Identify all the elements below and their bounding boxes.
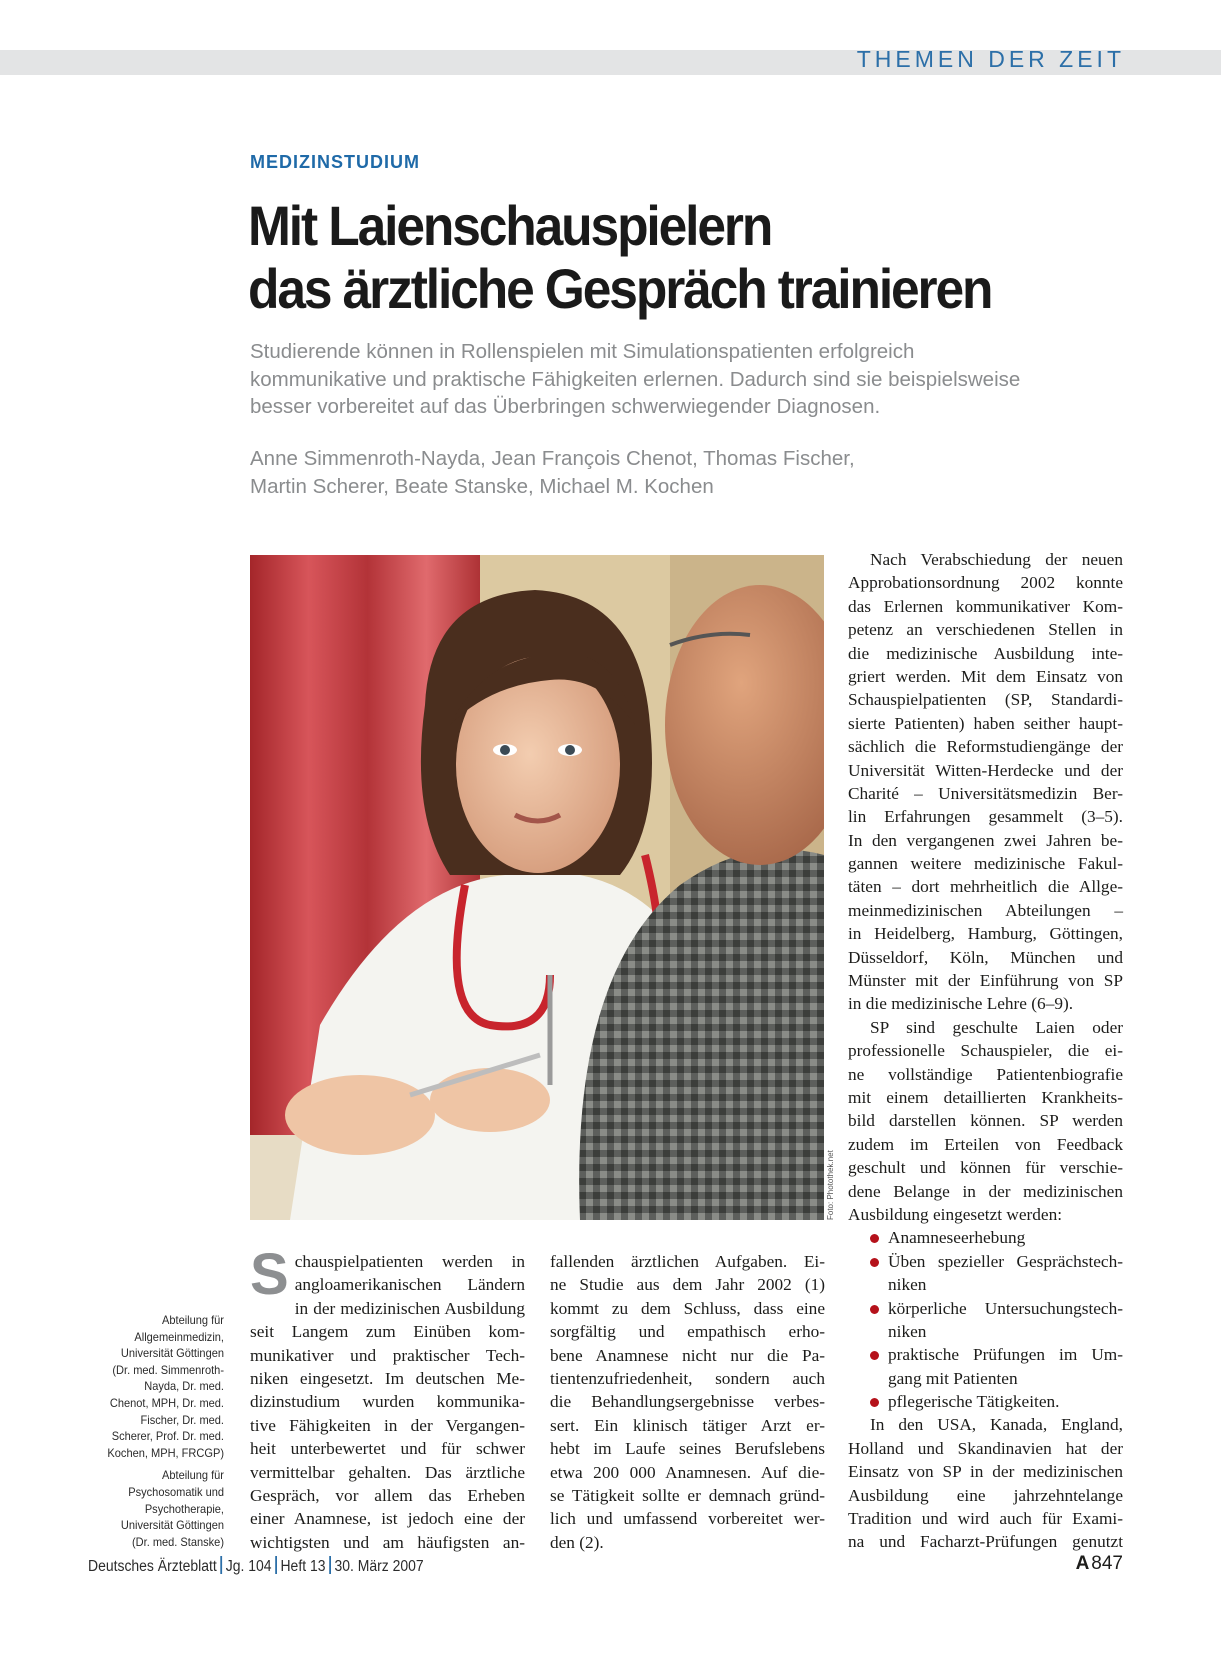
body-line: se Tätigkeit sollte er demnach gründ-	[550, 1485, 825, 1505]
affiliation-block	[99, 1312, 224, 1461]
body-line: einer Anamnese, ist jedoch eine der	[250, 1509, 525, 1529]
authors-line: Martin Scherer, Beate Stanske, Michael M. Kochen	[250, 474, 714, 498]
body-line: gannen weitere medizinische Fakul-	[848, 854, 1123, 874]
body-line: munikativer und praktischer Tech-	[250, 1345, 525, 1365]
body-line: die medizinische Ausbildung inte-	[848, 643, 1123, 663]
affiliation-line: Universität Göttingen	[120, 1518, 224, 1533]
body-line: sorgfältig und empathisch erho-	[550, 1322, 825, 1342]
body-line: die Behandlungsergebnisse verbes-	[550, 1392, 825, 1412]
body-line: niken eingesetzt. Im deutschen Me-	[250, 1368, 525, 1388]
affiliation-line: Scherer, Prof. Dr. med.	[111, 1429, 224, 1444]
body-line: SP sind geschulte Laien oder	[870, 1017, 1123, 1037]
affiliation-line: Abteilung für	[162, 1468, 224, 1483]
bullet-icon	[870, 1398, 879, 1407]
headline-line: Mit Laienschauspielern	[248, 194, 772, 257]
body-column-1	[250, 1242, 525, 1554]
body-line: Schauspielpatienten (SP, Standardi-	[848, 690, 1123, 710]
page-number	[1076, 1553, 1123, 1575]
body-line: etwa 200 000 Anamnesen. Auf die-	[550, 1462, 825, 1482]
bullet-icon	[870, 1234, 879, 1243]
page-prefix: A	[1075, 1553, 1090, 1574]
authors-line: Anne Simmenroth-Nayda, Jean François Chenot, Thomas Fischer,	[250, 447, 855, 470]
list-item-text: niken	[888, 1321, 927, 1341]
body-line: griert werden. Mit dem Einsatz von	[848, 666, 1123, 686]
body-line: ne vollständige Patientenbiografie	[848, 1064, 1123, 1084]
affiliation-line: Allgemeinmedizin,	[134, 1329, 224, 1344]
affiliation-line: Nayda, Dr. med.	[144, 1379, 224, 1394]
body-line: Einsatz von SP in der medizinischen	[848, 1462, 1123, 1482]
author-affiliations	[99, 1312, 224, 1556]
body-line: Approbationsordnung 2002 konnte	[848, 573, 1123, 593]
body-line: Düsseldorf, Köln, München und	[848, 947, 1123, 967]
list-item-text: körperliche Untersuchungstech-	[888, 1298, 1123, 1318]
page-number-value: 847	[1091, 1553, 1123, 1574]
page-footer	[88, 1556, 424, 1576]
list-item-text: gang mit Patienten	[888, 1368, 1018, 1388]
body-line: Nach Verabschiedung der neuen	[870, 550, 1123, 569]
body-line: angloamerikanischen Ländern	[294, 1275, 525, 1295]
affiliation-line: Chenot, MPH, Dr. med.	[109, 1395, 224, 1410]
body-line: den (2).	[550, 1532, 604, 1552]
body-line: in Heidelberg, Hamburg, Göttingen,	[848, 924, 1123, 944]
photo-credit	[826, 1150, 840, 1220]
affiliation-line: (Dr. med. Simmenroth-	[112, 1362, 224, 1377]
body-line: sert. Ein klinisch tätiger Arzt er-	[550, 1415, 825, 1435]
body-line: sächlich die Reformstudiengänge der	[848, 737, 1123, 757]
body-line: hebt im Laufe seines Berufslebens	[550, 1439, 825, 1459]
body-line: bene Anamnese nicht nur die Pa-	[550, 1345, 825, 1365]
body-line: seit Langem zum Einüben kom-	[250, 1322, 525, 1342]
body-line: fallenden ärztlichen Aufgaben. Ei-	[550, 1252, 825, 1271]
affiliation-line: Universität Göttingen	[120, 1346, 224, 1361]
body-line: dene Belange in der medizinischen	[848, 1181, 1123, 1201]
body-line: mit einem detaillierten Krankheits-	[848, 1087, 1123, 1107]
body-line: Ausbildung eine jahrzehntelange	[848, 1485, 1123, 1505]
body-line: in die medizinische Lehre (6–9).	[848, 994, 1074, 1014]
list-item	[848, 1390, 1123, 1413]
list-item-text: niken	[888, 1275, 927, 1295]
footer-separator	[275, 1556, 277, 1574]
lede-line: besser vorbereitet auf das Überbringen schwerwiegender Diagnosen.	[250, 395, 881, 418]
article-lede	[250, 338, 1150, 421]
bullet-icon	[870, 1258, 879, 1267]
journal-name: Deutsches Ärzteblatt	[88, 1558, 217, 1575]
list-item	[848, 1343, 1123, 1390]
body-line: vermittelbar gehalten. Das ärztliche	[250, 1462, 525, 1482]
list-item	[848, 1226, 1123, 1249]
body-line: zudem im Erteilen von Feedback	[848, 1134, 1123, 1154]
list-item	[848, 1250, 1123, 1297]
article-kicker: MEDIZINSTUDIUM	[250, 152, 420, 172]
body-column-2	[550, 1250, 825, 1554]
list-item-text: praktische Prüfungen im Um-	[888, 1345, 1123, 1365]
journal-issue: Heft 13	[280, 1558, 326, 1575]
affiliation-line: Fischer, Dr. med.	[140, 1412, 224, 1427]
body-line: täten – dort mehrheitlich die Allge-	[848, 877, 1123, 897]
body-line: petenz an verschiedenen Stellen in	[848, 620, 1123, 640]
affiliation-line: Kochen, MPH, FRCGP)	[107, 1445, 224, 1460]
bullet-icon	[870, 1305, 879, 1314]
body-line: lich und umfassend vorbereitet wer-	[550, 1509, 825, 1529]
affiliation-line: Abteilung für	[162, 1313, 224, 1327]
body-line: In den vergangenen zwei Jahren be-	[848, 830, 1123, 850]
body-line: ne Studie aus dem Jahr 2002 (1)	[550, 1275, 825, 1295]
footer-separator	[329, 1556, 331, 1574]
affiliation-line: Psychotherapie,	[144, 1501, 224, 1516]
bullet-icon	[870, 1351, 879, 1360]
body-line: das Erlernen kommunikativer Kom-	[848, 596, 1123, 616]
body-line: Ausbildung eingesetzt werden:	[848, 1204, 1063, 1224]
headline-line: das ärztliche Gespräch trainieren	[248, 257, 992, 320]
body-line: chauspielpatienten werden in	[294, 1252, 525, 1271]
photo-credit-text: Foto: Photothek.net	[826, 1150, 835, 1220]
list-item-text: Anamneseerhebung	[888, 1228, 1026, 1248]
list-item	[848, 1297, 1123, 1344]
body-line: tientenzufriedenheit, sondern auch	[550, 1368, 825, 1388]
body-line: sierte Patienten) haben seither haupt-	[848, 713, 1123, 733]
photo-illustration	[250, 555, 824, 1220]
body-line: professionelle Schauspieler, die ei-	[848, 1041, 1123, 1061]
body-line: meinmedizinischen Abteilungen –	[848, 900, 1123, 920]
affiliation-line: (Dr. med. Stanske)	[131, 1534, 224, 1549]
lede-line: kommunikative und praktische Fähigkeiten erlernen. Dadurch sind sie beispielsweise	[250, 367, 1021, 391]
journal-volume: Jg. 104	[225, 1558, 272, 1575]
article-headline	[248, 194, 1076, 320]
body-line: wichtigsten und am häufigsten an-	[250, 1532, 525, 1552]
body-line: bild darstellen können. SP werden	[848, 1111, 1123, 1131]
list-item-text: pflegerische Tätigkeiten.	[888, 1392, 1060, 1412]
body-line: Münster mit der Einführung von SP	[848, 971, 1123, 991]
footer-separator	[220, 1556, 222, 1574]
body-line: Universität Witten-Herdecke und der	[848, 760, 1123, 780]
body-line: Gespräch, vor allem das Erheben	[250, 1485, 525, 1505]
section-label: THEMEN DER ZEIT	[856, 46, 1125, 72]
body-line: dizinstudium wurden kommunika-	[250, 1392, 525, 1412]
body-line: In den USA, Kanada, England,	[870, 1415, 1123, 1435]
body-line: lin Erfahrungen gesammelt (3–5).	[848, 807, 1123, 827]
body-line: in der medizinischen Ausbildung	[294, 1298, 525, 1318]
body-line: heit unterbewertet und für schwer	[250, 1439, 525, 1459]
body-line: Charité – Universitätsmedizin Ber-	[848, 783, 1123, 803]
lede-line: Studierende können in Rollenspielen mit Simulationspatienten erfolgreich	[250, 340, 915, 363]
body-line: na und Facharzt-Prüfungen genutzt	[848, 1532, 1123, 1552]
article-photo	[250, 555, 824, 1220]
body-line: Holland und Skandinavien hat der	[848, 1438, 1123, 1458]
affiliation-block	[99, 1467, 224, 1550]
body-line: Tradition und wird auch für Exami-	[848, 1509, 1123, 1529]
article-authors	[250, 445, 1150, 500]
body-line: geschult und können für verschie-	[848, 1158, 1123, 1178]
drop-cap: S	[250, 1242, 289, 1307]
body-line: tive Fähigkeiten in der Vergangen-	[250, 1415, 525, 1435]
journal-date: 30. März 2007	[334, 1558, 424, 1575]
list-item-text: Üben spezieller Gesprächstech-	[888, 1251, 1123, 1271]
body-line: kommt zu dem Schluss, dass eine	[550, 1298, 825, 1318]
affiliation-line: Psychosomatik und	[128, 1484, 224, 1499]
body-column-3	[848, 548, 1123, 1554]
